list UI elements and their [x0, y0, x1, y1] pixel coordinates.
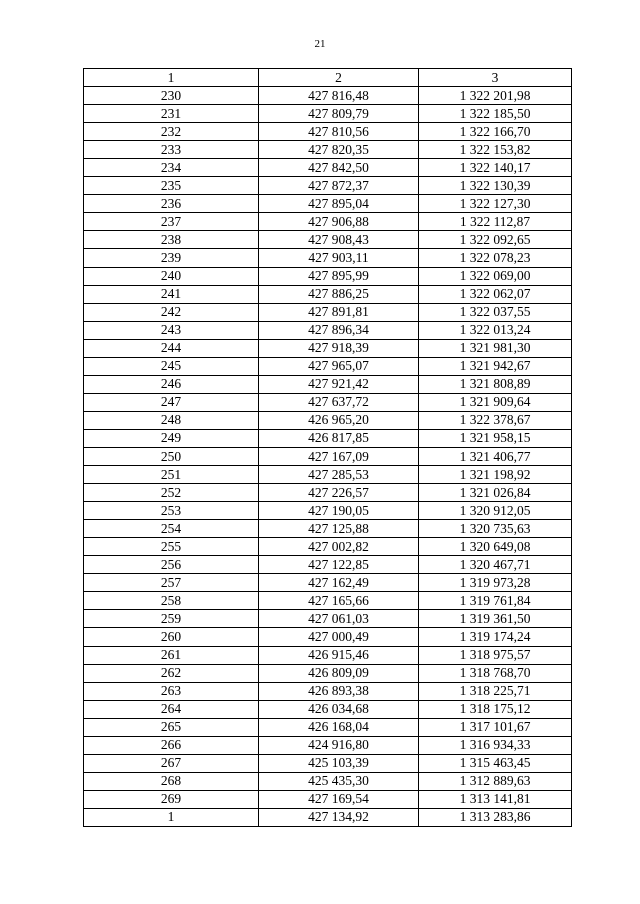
y-coordinate-cell: 1 319 973,28 — [419, 574, 572, 592]
table-row — [84, 628, 572, 646]
point-number-cell: 236 — [84, 195, 259, 213]
table-row — [84, 393, 572, 411]
x-coordinate-cell: 426 817,85 — [259, 429, 419, 447]
table-row — [84, 123, 572, 141]
y-coordinate-cell: 1 317 101,67 — [419, 718, 572, 736]
table-row — [84, 213, 572, 231]
point-number-cell: 262 — [84, 664, 259, 682]
column-header-2: 2 — [259, 69, 419, 87]
x-coordinate-cell: 427 190,05 — [259, 502, 419, 520]
table-row — [84, 466, 572, 484]
x-coordinate-cell: 424 916,80 — [259, 736, 419, 754]
table-row — [84, 592, 572, 610]
x-coordinate-cell: 427 162,49 — [259, 574, 419, 592]
table-row — [84, 285, 572, 303]
x-coordinate-cell: 427 000,49 — [259, 628, 419, 646]
y-coordinate-cell: 1 322 153,82 — [419, 141, 572, 159]
y-coordinate-cell: 1 319 361,50 — [419, 610, 572, 628]
point-number-cell: 258 — [84, 592, 259, 610]
x-coordinate-cell: 427 125,88 — [259, 520, 419, 538]
y-coordinate-cell: 1 321 026,84 — [419, 484, 572, 502]
table-row — [84, 700, 572, 718]
y-coordinate-cell: 1 321 198,92 — [419, 466, 572, 484]
x-coordinate-cell: 427 872,37 — [259, 177, 419, 195]
table-row — [84, 808, 572, 826]
x-coordinate-cell: 427 820,35 — [259, 141, 419, 159]
y-coordinate-cell: 1 320 467,71 — [419, 556, 572, 574]
table-row — [84, 159, 572, 177]
point-number-cell: 269 — [84, 790, 259, 808]
point-number-cell: 233 — [84, 141, 259, 159]
y-coordinate-cell: 1 318 175,12 — [419, 700, 572, 718]
y-coordinate-cell: 1 321 958,15 — [419, 429, 572, 447]
table-row — [84, 249, 572, 267]
table-row — [84, 411, 572, 429]
point-number-cell: 243 — [84, 321, 259, 339]
x-coordinate-cell: 427 918,39 — [259, 339, 419, 357]
y-coordinate-cell: 1 321 909,64 — [419, 393, 572, 411]
table-row — [84, 646, 572, 664]
point-number-cell: 237 — [84, 213, 259, 231]
x-coordinate-cell: 427 122,85 — [259, 556, 419, 574]
x-coordinate-cell: 427 903,11 — [259, 249, 419, 267]
y-coordinate-cell: 1 322 078,23 — [419, 249, 572, 267]
point-number-cell: 253 — [84, 502, 259, 520]
table-row — [84, 87, 572, 105]
x-coordinate-cell: 427 169,54 — [259, 790, 419, 808]
x-coordinate-cell: 427 896,34 — [259, 321, 419, 339]
point-number-cell: 265 — [84, 718, 259, 736]
point-number-cell: 264 — [84, 700, 259, 718]
y-coordinate-cell: 1 320 912,05 — [419, 502, 572, 520]
point-number-cell: 240 — [84, 267, 259, 285]
x-coordinate-cell: 426 893,38 — [259, 682, 419, 700]
y-coordinate-cell: 1 313 141,81 — [419, 790, 572, 808]
y-coordinate-cell: 1 321 981,30 — [419, 339, 572, 357]
table-row — [84, 574, 572, 592]
x-coordinate-cell: 427 891,81 — [259, 303, 419, 321]
y-coordinate-cell: 1 313 283,86 — [419, 808, 572, 826]
x-coordinate-cell: 427 921,42 — [259, 375, 419, 393]
x-coordinate-cell: 427 965,07 — [259, 357, 419, 375]
y-coordinate-cell: 1 320 735,63 — [419, 520, 572, 538]
y-coordinate-cell: 1 315 463,45 — [419, 754, 572, 772]
table-row — [84, 429, 572, 447]
point-number-cell: 241 — [84, 285, 259, 303]
table-row — [84, 610, 572, 628]
table-row — [84, 484, 572, 502]
table-row — [84, 682, 572, 700]
table-row — [84, 339, 572, 357]
x-coordinate-cell: 427 226,57 — [259, 484, 419, 502]
table-row — [84, 231, 572, 249]
table-row — [84, 105, 572, 123]
table-row — [84, 556, 572, 574]
x-coordinate-cell: 427 908,43 — [259, 231, 419, 249]
y-coordinate-cell: 1 322 092,65 — [419, 231, 572, 249]
point-number-cell: 234 — [84, 159, 259, 177]
point-number-cell: 263 — [84, 682, 259, 700]
table-row — [84, 195, 572, 213]
page-number: 21 — [314, 38, 326, 50]
point-number-cell: 260 — [84, 628, 259, 646]
y-coordinate-cell: 1 322 112,87 — [419, 213, 572, 231]
table-row — [84, 736, 572, 754]
table-row — [84, 141, 572, 159]
y-coordinate-cell: 1 321 942,67 — [419, 357, 572, 375]
point-number-cell: 267 — [84, 754, 259, 772]
x-coordinate-cell: 427 906,88 — [259, 213, 419, 231]
table-row — [84, 321, 572, 339]
point-number-cell: 257 — [84, 574, 259, 592]
table-row — [84, 447, 572, 465]
y-coordinate-cell: 1 322 185,50 — [419, 105, 572, 123]
point-number-cell: 238 — [84, 231, 259, 249]
y-coordinate-cell: 1 322 037,55 — [419, 303, 572, 321]
point-number-cell: 250 — [84, 447, 259, 465]
point-number-cell: 1 — [84, 808, 259, 826]
y-coordinate-cell: 1 316 934,33 — [419, 736, 572, 754]
table-row — [84, 267, 572, 285]
y-coordinate-cell: 1 319 174,24 — [419, 628, 572, 646]
y-coordinate-cell: 1 319 761,84 — [419, 592, 572, 610]
point-number-cell: 268 — [84, 772, 259, 790]
point-number-cell: 244 — [84, 339, 259, 357]
table-row — [84, 520, 572, 538]
y-coordinate-cell: 1 318 975,57 — [419, 646, 572, 664]
point-number-cell: 231 — [84, 105, 259, 123]
table-row — [84, 538, 572, 556]
point-number-cell: 266 — [84, 736, 259, 754]
x-coordinate-cell: 427 285,53 — [259, 466, 419, 484]
y-coordinate-cell: 1 322 130,39 — [419, 177, 572, 195]
y-coordinate-cell: 1 322 069,00 — [419, 267, 572, 285]
table-row — [84, 177, 572, 195]
x-coordinate-cell: 427 134,92 — [259, 808, 419, 826]
x-coordinate-cell: 427 167,09 — [259, 447, 419, 465]
point-number-cell: 242 — [84, 303, 259, 321]
table-row — [84, 664, 572, 682]
table-row — [84, 303, 572, 321]
table-row — [84, 754, 572, 772]
point-number-cell: 249 — [84, 429, 259, 447]
y-coordinate-cell: 1 322 140,17 — [419, 159, 572, 177]
x-coordinate-cell: 426 965,20 — [259, 411, 419, 429]
table-row — [84, 375, 572, 393]
x-coordinate-cell: 427 165,66 — [259, 592, 419, 610]
y-coordinate-cell: 1 322 127,30 — [419, 195, 572, 213]
table-row — [84, 718, 572, 736]
x-coordinate-cell: 427 895,99 — [259, 267, 419, 285]
table-header-row — [84, 69, 572, 87]
x-coordinate-cell: 427 637,72 — [259, 393, 419, 411]
x-coordinate-cell: 426 809,09 — [259, 664, 419, 682]
x-coordinate-cell: 427 816,48 — [259, 87, 419, 105]
y-coordinate-cell: 1 322 201,98 — [419, 87, 572, 105]
x-coordinate-cell: 427 886,25 — [259, 285, 419, 303]
x-coordinate-cell: 427 810,56 — [259, 123, 419, 141]
point-number-cell: 255 — [84, 538, 259, 556]
point-number-cell: 230 — [84, 87, 259, 105]
point-number-cell: 251 — [84, 466, 259, 484]
point-number-cell: 256 — [84, 556, 259, 574]
point-number-cell: 235 — [84, 177, 259, 195]
x-coordinate-cell: 425 435,30 — [259, 772, 419, 790]
x-coordinate-cell: 426 168,04 — [259, 718, 419, 736]
point-number-cell: 232 — [84, 123, 259, 141]
y-coordinate-cell: 1 312 889,63 — [419, 772, 572, 790]
y-coordinate-cell: 1 321 808,89 — [419, 375, 572, 393]
y-coordinate-cell: 1 322 378,67 — [419, 411, 572, 429]
y-coordinate-cell: 1 322 013,24 — [419, 321, 572, 339]
point-number-cell: 254 — [84, 520, 259, 538]
y-coordinate-cell: 1 318 225,71 — [419, 682, 572, 700]
x-coordinate-cell: 427 895,04 — [259, 195, 419, 213]
column-header-1: 1 — [84, 69, 259, 87]
point-number-cell: 261 — [84, 646, 259, 664]
point-number-cell: 246 — [84, 375, 259, 393]
x-coordinate-cell: 427 002,82 — [259, 538, 419, 556]
table-body — [84, 87, 572, 827]
y-coordinate-cell: 1 320 649,08 — [419, 538, 572, 556]
x-coordinate-cell: 426 034,68 — [259, 700, 419, 718]
table-row — [84, 357, 572, 375]
y-coordinate-cell: 1 321 406,77 — [419, 447, 572, 465]
point-number-cell: 259 — [84, 610, 259, 628]
x-coordinate-cell: 427 842,50 — [259, 159, 419, 177]
y-coordinate-cell: 1 322 062,07 — [419, 285, 572, 303]
x-coordinate-cell: 427 809,79 — [259, 105, 419, 123]
x-coordinate-cell: 427 061,03 — [259, 610, 419, 628]
point-number-cell: 245 — [84, 357, 259, 375]
coordinates-table — [83, 68, 572, 827]
x-coordinate-cell: 426 915,46 — [259, 646, 419, 664]
column-header-3: 3 — [419, 69, 572, 87]
table-row — [84, 502, 572, 520]
table-row — [84, 790, 572, 808]
point-number-cell: 252 — [84, 484, 259, 502]
y-coordinate-cell: 1 322 166,70 — [419, 123, 572, 141]
table-row — [84, 772, 572, 790]
x-coordinate-cell: 425 103,39 — [259, 754, 419, 772]
y-coordinate-cell: 1 318 768,70 — [419, 664, 572, 682]
point-number-cell: 248 — [84, 411, 259, 429]
point-number-cell: 239 — [84, 249, 259, 267]
point-number-cell: 247 — [84, 393, 259, 411]
